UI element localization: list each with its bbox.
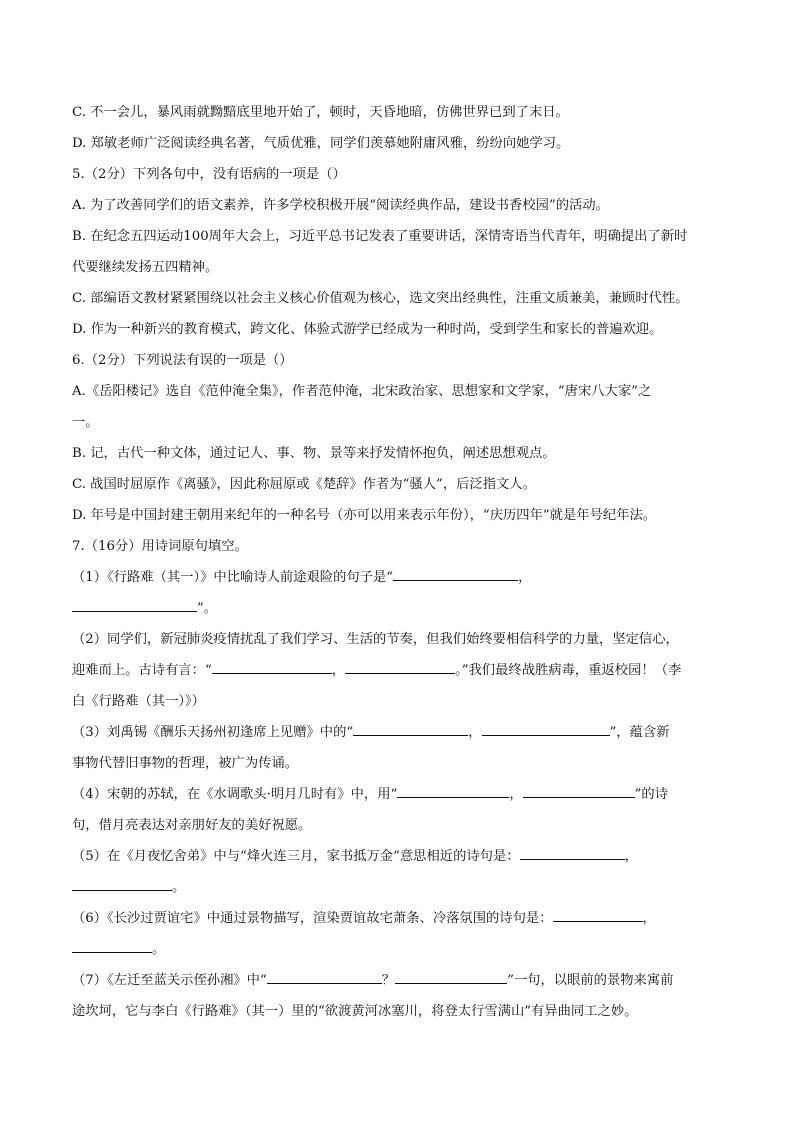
answer-blank[interactable] <box>353 720 468 736</box>
answer-blank[interactable] <box>72 875 172 891</box>
q7-sub3-line1: （3）刘禹锡《酬乐天扬州初逢席上见赠》中的“ ， ”，蕴含新 <box>72 717 722 748</box>
q7-sub6-line2: 。 <box>72 934 722 965</box>
exam-page <box>72 97 722 1027</box>
answer-blank[interactable] <box>212 658 332 674</box>
q7-sub2-line1: （2）同学们，新冠肺炎疫情扰乱了我们学习、生活的节奏，但我们始终要相信科学的力量，坚定信心， <box>72 632 679 647</box>
q6-option-b: B. 记，古代一种文体，通过记人、事、物、景等来抒发情怀抱负，阐述思想观点。 <box>72 446 556 461</box>
answer-blank[interactable] <box>395 968 507 984</box>
q7-sub5-line2: 。 <box>72 872 722 903</box>
q5-option-b-line2: 代要继续发扬五四精神。 <box>72 260 219 275</box>
q5-option-c: C. 部编语文教材紧紧围绕以社会主义核心价值观为核心，选文突出经典性，注重文质兼美，兼顾时代性。 <box>72 291 689 306</box>
q5-option-b-line1: B. 在纪念五四运动100周年大会上，习近平总书记发表了重要讲话，深情寄语当代青年，明确提出了新时 <box>72 229 688 244</box>
answer-blank[interactable] <box>397 782 509 798</box>
q7-sub5-line1: （5）在《月夜忆舍弟》中与“烽火连三月，家书抵万金”意思相近的诗句是： ， <box>72 841 722 872</box>
answer-blank[interactable] <box>482 720 610 736</box>
q6-stem: 6.（2分）下列说法有误的一项是（） <box>72 353 293 368</box>
answer-blank[interactable] <box>345 658 455 674</box>
q7-sub4-line2: 句，借月亮表达对亲朋好友的美好祝愿。 <box>72 818 312 833</box>
answer-blank[interactable] <box>553 906 643 922</box>
answer-blank[interactable] <box>523 782 635 798</box>
q7-sub2-line2: 迎难而上。古诗有言：“ ， 。”我们最终战胜病毒，重返校园！（李 <box>72 655 722 686</box>
q7-sub3-line2: 事物代替旧事物的哲理，被广为传诵。 <box>72 756 299 771</box>
q4-option-c: C. 不一会儿，暴风雨就黝黯底里地开始了，顿时，天昏地暗，仿佛世界已到了末日。 <box>72 105 569 120</box>
q6-option-a-line2: 一。 <box>72 415 99 430</box>
q7-sub1-line1: （1）《行路难（其一）》中比喻诗人前途艰险的句子是“ ， <box>72 562 722 593</box>
q4-option-d: D. 郑敏老师广泛阅读经典名著，气质优雅，同学们羡慕她附庸风雅，纷纷向她学习。 <box>72 136 570 151</box>
q5-stem: 5.（2分）下列各句中，没有语病的一项是（） <box>72 167 346 182</box>
q7-sub4-line1: （4）宋朝的苏轼，在《水调歌头·明月几时有》中，用“ ， ”的诗 <box>72 779 722 810</box>
q6-option-d: D. 年号是中国封建王朝用来纪年的一种名号（亦可以用来表示年份），“庆历四年”就是年号纪年法。 <box>72 508 657 523</box>
answer-blank[interactable] <box>267 968 382 984</box>
answer-blank[interactable] <box>393 565 518 581</box>
answer-blank[interactable] <box>72 596 197 612</box>
q7-sub6-line1: （6）《长沙过贾谊宅》中通过景物描写，渲染贾谊故宅萧条、冷落氛围的诗句是： ， <box>72 903 722 934</box>
q7-sub7-line2: 途坎坷，它与李白《行路难》（其一）里的“欲渡黄河冰塞川，将登太行雪满山”有异曲同工之妙。 <box>72 1004 638 1019</box>
q7-stem: 7.（16分）用诗词原句填空。 <box>72 539 248 554</box>
q5-option-d: D. 作为一种新兴的教育模式，跨文化、体验式游学已经成为一种时尚，受到学生和家长的普遍欢迎。 <box>72 322 663 337</box>
q7-sub2-line3: 白《行路难（其一）》） <box>72 694 205 709</box>
q7-sub7-line1: （7）《左迁至蓝关示侄孙湘》中“ ？ ”一句，以眼前的景物来寓前 <box>72 965 722 996</box>
answer-blank[interactable] <box>72 937 152 953</box>
q7-sub1-line2: ”。 <box>72 593 722 624</box>
q5-option-a: A. 为了改善同学们的语文素养，许多学校积极开展“阅读经典作品，建设书香校园”的活动。 <box>72 198 609 213</box>
q6-option-a-line1: A.《岳阳楼记》选自《范仲淹全集》，作者范仲淹，北宋政治家、思想家和文学家，“唐宋八大家”之 <box>72 384 652 399</box>
answer-blank[interactable] <box>520 844 625 860</box>
q6-option-c: C. 战国时屈原作《离骚》，因此称屈原或《楚辞》作者为“骚人”，后泛指文人。 <box>72 477 536 492</box>
